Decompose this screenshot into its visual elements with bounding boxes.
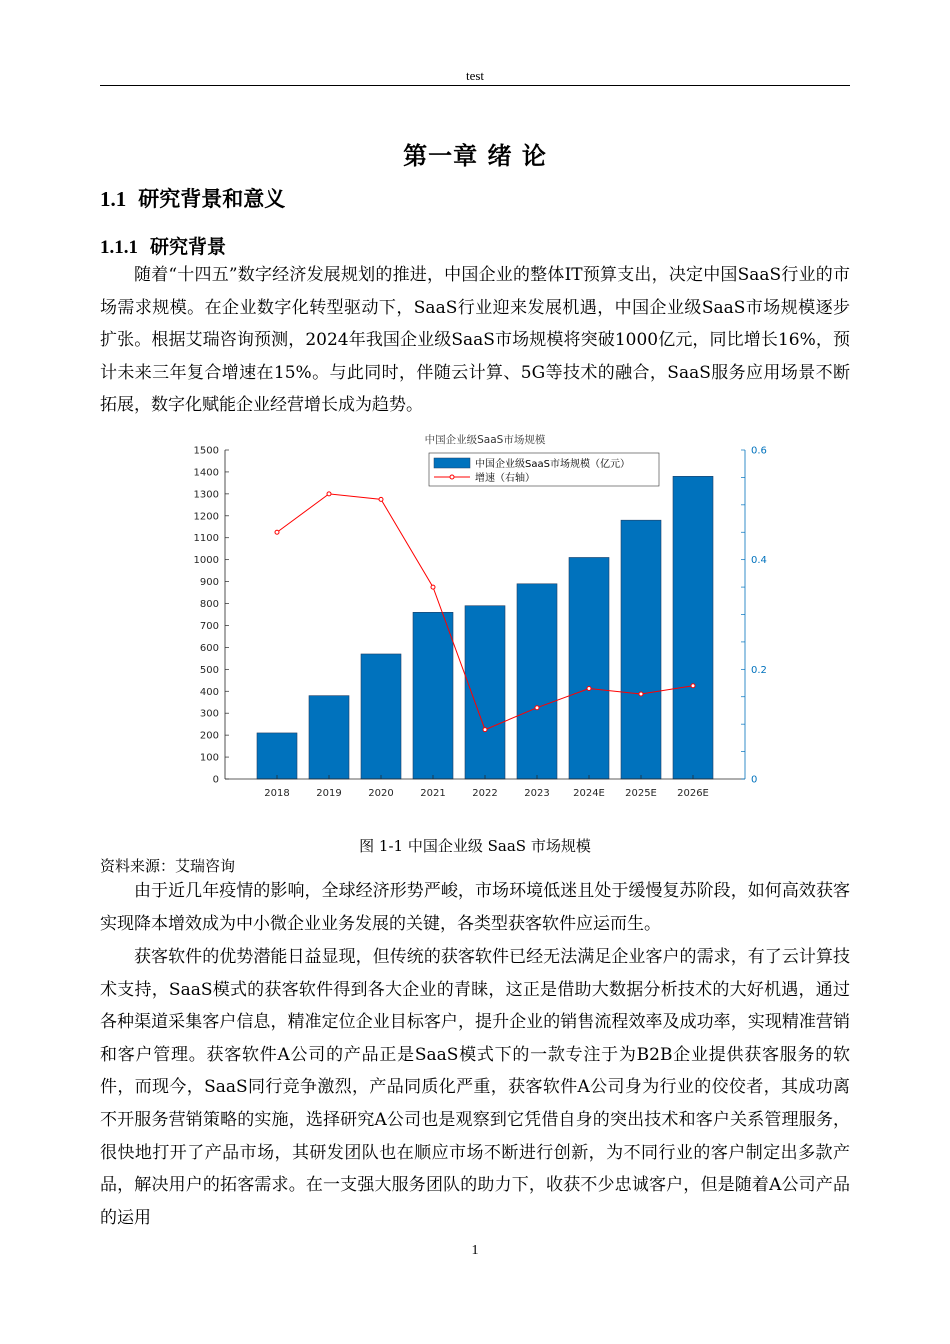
chart-left-tick-label: 100 <box>199 752 219 764</box>
chart-left-tick-label: 0 <box>212 774 219 786</box>
chart-x-tick-label: 2021 <box>420 788 446 799</box>
paragraph: 获客软件的优势潜能日益显现，但传统的获客软件已经无法满足企业客户的需求，有了云计算技术支持，SaaS模式的获客软件得到各大企业的青睐，这正是借助大数据分析技术的大好机遇，通过各种渠道采集客户信息，精准定位企业目标客户，提升企业的销售流程效率及成功率，实现精准营销和客户管理。获客软件A公司的产品正是SaaS模式下的一款专注于为B2B企业提供获客服务的软件，而现今，SaaS同行竞争激烈，产品同质化严重，获客软件A公司身为行业的佼佼者，其成功离不开服务营销策略的实施，选择研究A公司也是观察到它凭借自身的突出技术和客户关系管理服务，很快地打开了产品市场，其研发团队也在顺应市场不断进行创新，为不同行业的客户制定出多款产品，解决用户的拓客需求。在一支强大服务团队的助力下，收获不少忠诚客户，但是随着A公司产品的运用 <box>100 947 850 1228</box>
chart-left-tick-label: 1200 <box>193 511 219 523</box>
chart-bar <box>569 557 609 779</box>
chart-growth-point <box>483 728 487 732</box>
paragraph: 由于近几年疫情的影响，全球经济形势严峻，市场环境低迷且处于缓慢复苏阶段，如何高效获客实现降本增效成为中小微企业业务发展的关键，各类型获客软件应运而生。 <box>100 881 850 934</box>
chart-bar <box>413 612 453 779</box>
chart-x-tick-label: 2020 <box>368 788 394 799</box>
chart-x-tick-label: 2019 <box>316 788 342 799</box>
section-title: 研究背景和意义 <box>138 186 286 211</box>
chart-right-tick-label: 0 <box>751 774 758 786</box>
chart-left-tick-label: 1400 <box>193 467 219 479</box>
chart-right-tick-label: 0.2 <box>751 664 767 676</box>
chart-left-tick-label: 500 <box>199 664 219 676</box>
chart-right-tick-label: 0.6 <box>751 445 767 457</box>
chart-bar <box>621 520 661 779</box>
chart-growth-point <box>327 492 331 496</box>
section-heading <box>100 183 285 213</box>
chart-left-tick-label: 900 <box>199 577 219 589</box>
chart-x-tick-label: 2022 <box>472 788 498 799</box>
chart-left-tick-label: 700 <box>199 620 219 632</box>
chart-x-tick-label: 2023 <box>524 788 550 799</box>
chart-left-tick-label: 1100 <box>193 533 219 545</box>
chart-bar <box>517 584 557 779</box>
chart-svg <box>180 426 780 806</box>
chart-growth-point <box>535 706 539 710</box>
subsection-number: 1.1.1 <box>100 237 138 258</box>
subsection-title: 研究背景 <box>150 236 227 258</box>
chart-bar <box>673 476 713 779</box>
chart-right-tick-label: 0.4 <box>751 555 767 567</box>
chart-bar <box>257 733 297 779</box>
chart-x-tick-label: 2024E <box>573 788 605 799</box>
chart-x-tick-label: 2026E <box>677 788 709 799</box>
chart-x-tick-label: 2025E <box>625 788 657 799</box>
subsection-heading <box>100 232 226 259</box>
chart-growth-point <box>691 684 695 688</box>
saas-market-chart <box>180 426 780 806</box>
chart-legend-swatch-bar <box>434 458 470 468</box>
chart-title: 中国企业级SaaS市场规模 <box>424 434 546 446</box>
chart-left-tick-label: 200 <box>199 730 219 742</box>
chart-bar <box>309 696 349 779</box>
chart-legend-swatch-marker <box>450 475 454 479</box>
chart-left-tick-label: 1300 <box>193 489 219 501</box>
chart-left-tick-label: 400 <box>199 686 219 698</box>
chart-x-tick-label: 2018 <box>264 788 290 799</box>
page-number: 1 <box>471 1243 479 1258</box>
chart-growth-point <box>431 585 435 589</box>
chart-growth-point <box>587 687 591 691</box>
chart-left-tick-label: 300 <box>199 708 219 720</box>
figure-caption: 图 1-1 中国企业级 SaaS 市场规模 <box>359 837 591 855</box>
chart-left-tick-label: 800 <box>199 599 219 611</box>
chapter-title: 第一章 绪 论 <box>403 141 547 170</box>
figure-source: 资料来源：艾瑞咨询 <box>100 857 236 875</box>
chart-legend-label: 增速（右轴） <box>475 473 535 484</box>
header-rule <box>100 85 850 86</box>
chart-left-tick-label: 1000 <box>193 555 219 567</box>
section-number: 1.1 <box>100 187 127 211</box>
chart-legend-label: 中国企业级SaaS市场规模（亿元） <box>475 459 630 470</box>
chart-growth-point <box>379 497 383 501</box>
chart-bar <box>361 654 401 779</box>
paragraph: 随着“十四五”数字经济发展规划的推进，中国企业的整体IT预算支出，决定中国SaaS行业的市场需求规模。在企业数字化转型驱动下，SaaS行业迎来发展机遇，中国企业级SaaS市场规模逐步扩张。根据艾瑞咨询预测，2024年我国企业级SaaS市场规模将突破1000亿元，同比增长16%，预计未来三年复合增速在15%。与此同时，伴随云计算、5G等技术的融合，SaaS服务应用场景不断拓展，数字化赋能企业经营增长成为趋势。 <box>100 265 850 416</box>
chart-left-tick-label: 600 <box>199 642 219 654</box>
chart-left-tick-label: 1500 <box>193 445 219 457</box>
chart-growth-point <box>275 530 279 534</box>
running-header: test <box>465 68 485 83</box>
chart-growth-point <box>639 692 643 696</box>
